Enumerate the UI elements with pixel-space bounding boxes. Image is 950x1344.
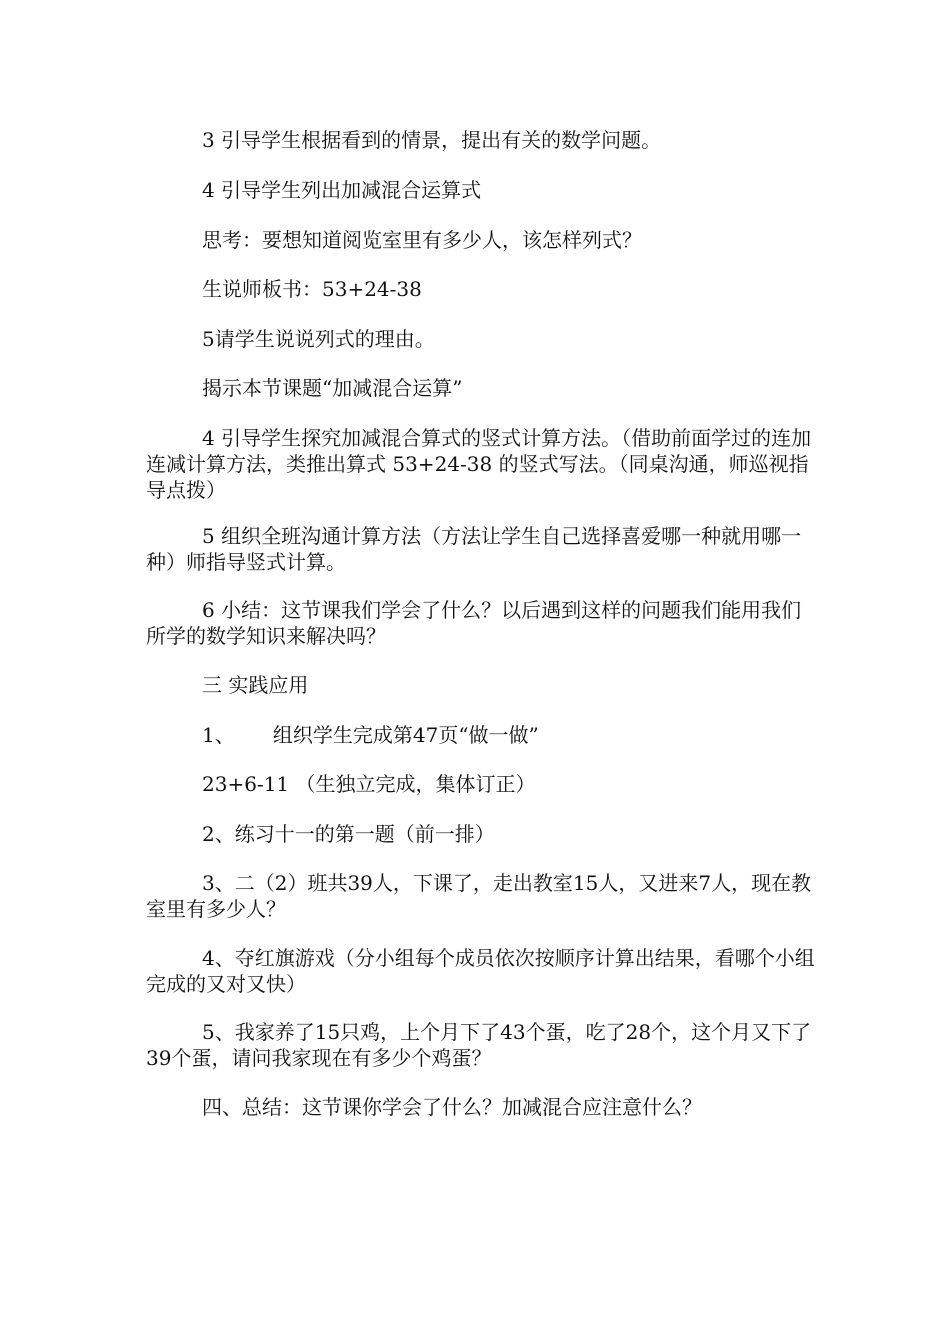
paragraph-exercise-3: 3、二（2）班共39人，下课了，走出教室15人，又进来7人，现在教室里有多少人？ xyxy=(146,871,812,921)
paragraph-exercise-1-formula: 23+6-11 （生独立完成，集体订正） xyxy=(202,772,536,796)
paragraph-step-5: 5请学生说说列式的理由。 xyxy=(202,327,435,351)
section-heading-summary: 四、总结：这节课你学会了什么？加减混合应注意什么？ xyxy=(202,1095,702,1119)
paragraph-think: 思考：要想知道阅览室里有多少人，该怎样列式？ xyxy=(202,228,642,252)
paragraph-exercise-4: 4、夺红旗游戏（分小组每个成员依次按顺序计算出结果，看哪个小组完成的又对又快） xyxy=(146,946,815,996)
paragraph-exercise-2: 2、练习十一的第一题（前一排） xyxy=(202,822,495,846)
section-heading-practice: 三 实践应用 xyxy=(202,673,309,697)
paragraph-class-communication: 5 组织全班沟通计算方法（方法让学生自己选择喜爱哪一种就用哪一种）师指导竖式计算。 xyxy=(146,524,802,574)
paragraph-exercise-1: 1、 组织学生完成第47页“做一做” xyxy=(202,723,539,747)
paragraph-step-4: 4 引导学生列出加减混合运算式 xyxy=(202,178,482,202)
paragraph-exercise-5: 5、我家养了15只鸡，上个月下了43个蛋，吃了28个，这个月又下了39个蛋，请问我家现在有多少个鸡蛋？ xyxy=(146,1020,812,1070)
paragraph-summary-6: 6 小结：这节课我们学会了什么？以后遇到这样的问题我们能用我们所学的数学知识来解决吗？ xyxy=(146,598,802,648)
paragraph-topic: 揭示本节课题“加减混合运算” xyxy=(202,376,463,400)
paragraph-vertical-method: 4 引导学生探究加减混合算式的竖式计算方法。（借助前面学过的连加 连减计算方法，类推出算式 53+24-38 的竖式写法。（同桌沟通，师巡视指导点拨） xyxy=(146,426,818,502)
paragraph-step-3: 3 引导学生根据看到的情景，提出有关的数学问题。 xyxy=(202,128,662,152)
paragraph-board: 生说师板书：53+24-38 xyxy=(202,277,422,301)
